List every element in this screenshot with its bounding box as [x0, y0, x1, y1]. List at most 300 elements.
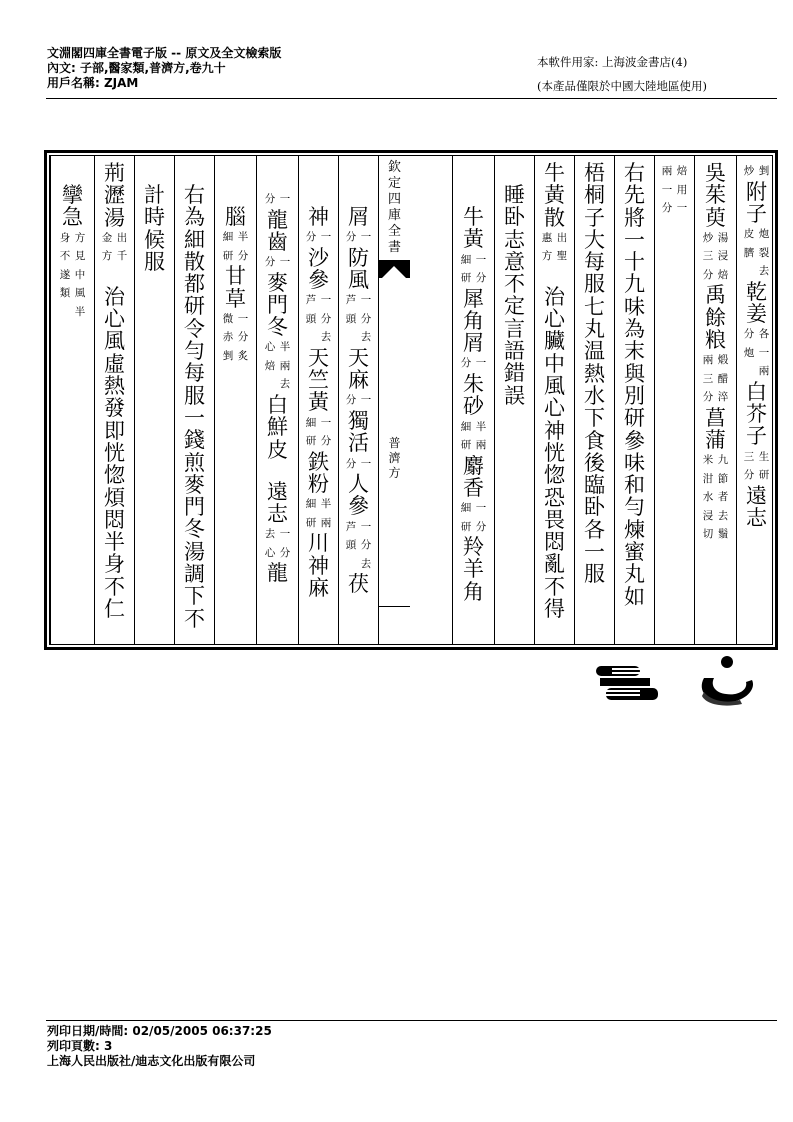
annotation-char: 頭: [305, 312, 317, 325]
main-text-char: 一: [624, 227, 645, 252]
main-text-char: 鮮: [267, 415, 288, 440]
column-content: [339, 156, 378, 595]
main-text-char: 先: [624, 183, 645, 208]
main-text-char: 細: [184, 227, 205, 252]
main-text-char: 冬: [184, 517, 205, 542]
fold-section-title: [379, 436, 410, 481]
main-text-char: 沙: [308, 245, 329, 270]
annotation-char: 一: [475, 502, 487, 515]
annotation-char: 遂: [59, 268, 71, 281]
annotation-char: 風: [74, 287, 86, 300]
text-column: [338, 156, 378, 644]
main-text-char: 即: [104, 418, 125, 443]
annotation-line: [360, 228, 373, 247]
annotation-char: 三: [702, 250, 714, 263]
annotation-char: 去: [360, 557, 372, 570]
main-text-char: 麻: [308, 575, 329, 600]
annotation-note: [460, 499, 488, 536]
annotation-line: [758, 325, 771, 381]
header-content-path: 內文: 子部,醫家類,普濟方,卷九十: [47, 61, 226, 75]
annotation-line: [475, 251, 488, 288]
main-text-char: 下: [184, 584, 205, 609]
main-text-char: 悶: [104, 507, 125, 532]
column-content: [575, 156, 614, 586]
header-right: [537, 50, 707, 98]
annotation-note: [702, 229, 730, 285]
main-text-char: 犀: [463, 286, 484, 311]
annotation-char: 一: [360, 294, 372, 307]
main-text-char: 不: [504, 272, 525, 297]
fold-section-char: 濟: [388, 451, 401, 465]
column-content: [453, 156, 494, 603]
main-text-char: 龍: [267, 561, 288, 586]
annotation-char: 不: [59, 250, 71, 263]
column-content: [695, 156, 736, 544]
main-text-char: 白: [267, 392, 288, 417]
main-text-char: 黃: [463, 227, 484, 252]
annotation-note: [460, 354, 488, 373]
annotation-note: [661, 162, 689, 218]
annotation-line: [743, 325, 756, 381]
annotation-char: [59, 303, 72, 322]
main-text-char: 麥: [184, 472, 205, 497]
annotation-line: [264, 525, 277, 562]
column-content: [51, 156, 94, 321]
annotation-char: 出: [116, 231, 128, 244]
annotation-char: 分: [475, 272, 487, 285]
annotation-line: [702, 229, 715, 285]
annotation-note: [743, 325, 771, 381]
fold-title-char: 欽: [387, 160, 401, 175]
annotation-line: [222, 228, 235, 265]
annotation-note: [345, 291, 373, 347]
annotation-char: 醋: [717, 372, 729, 385]
main-text-char: 活: [348, 431, 369, 456]
annotation-line: [345, 455, 358, 474]
annotation-char: 赤: [222, 331, 234, 344]
annotation-char: 炒: [702, 231, 714, 244]
annotation-char: [743, 362, 756, 381]
main-text-char: 煎: [184, 450, 205, 475]
main-text-char: 茯: [348, 572, 369, 597]
annotation-note: [743, 225, 771, 281]
text-column: [494, 156, 534, 644]
annotation-char: 焙: [676, 165, 688, 177]
main-text-char: 朱: [463, 371, 484, 396]
main-text-char: 蒲: [705, 428, 726, 453]
annotation-char: 一: [360, 520, 372, 533]
annotation-char: 心: [264, 341, 276, 354]
main-text-char: 附: [746, 179, 767, 204]
main-text-char: 瀝: [104, 183, 125, 208]
main-text-char: 候: [144, 227, 165, 252]
annotation-char: 焙: [717, 268, 729, 281]
fold-divider: [379, 606, 410, 607]
annotation-char: 頭: [345, 312, 357, 325]
annotation-line: [279, 525, 292, 562]
text-column: [614, 156, 654, 644]
annotation-char: 一: [279, 528, 291, 541]
annotation-char: 一: [758, 346, 770, 359]
annotation-char: 去: [279, 378, 291, 391]
annotation-line: [475, 418, 488, 455]
annotation-char: 方: [541, 250, 553, 263]
annotation-char: 淬: [717, 391, 729, 404]
main-text-char: 羚: [463, 535, 484, 560]
annotation-char: 分: [305, 231, 317, 244]
main-text-char: 半: [104, 530, 125, 555]
annotation-note: [59, 229, 87, 322]
main-text-char: 語: [504, 339, 525, 364]
main-text-char: 牛: [544, 161, 565, 185]
annotation-line: [702, 351, 715, 407]
main-text-char: 白: [746, 379, 767, 404]
annotation-line: [74, 229, 87, 322]
annotation-char: 鬚: [717, 528, 729, 541]
annotation-char: 米: [702, 454, 714, 467]
text-column: [50, 156, 94, 644]
column-content: [95, 156, 134, 620]
annotation-char: 去: [264, 528, 276, 541]
annotation-char: 湯: [717, 231, 729, 244]
main-text-char: 砂: [463, 394, 484, 419]
column-content: [495, 156, 534, 407]
column-content: [535, 156, 574, 620]
annotation-char: 泔: [702, 472, 714, 485]
annotation-char: 心: [264, 546, 276, 559]
annotation-line: [320, 291, 333, 347]
annotation-char: 剉: [222, 349, 234, 362]
annotation-line: [475, 354, 488, 373]
annotation-note: [222, 228, 250, 265]
main-text-char: 志: [267, 502, 288, 527]
annotation-char: 焙: [264, 359, 276, 372]
annotation-line: [717, 351, 730, 407]
footer-divider: [46, 1020, 777, 1021]
annotation-note: [702, 451, 730, 544]
annotation-char: 一: [475, 357, 487, 370]
annotation-note: [460, 251, 488, 288]
main-text-char: 得: [544, 597, 565, 622]
annotation-note: [264, 525, 292, 562]
annotation-char: 去: [320, 331, 332, 344]
main-text-char: 冬: [267, 315, 288, 340]
main-text-char: 亂: [544, 552, 565, 577]
region-notice: (本產品僅限於中國大陸地區使用): [537, 79, 707, 93]
annotation-note: [345, 391, 373, 410]
annotation-note: [305, 495, 333, 532]
annotation-char: 一: [320, 416, 332, 429]
annotation-char: 用: [676, 183, 688, 196]
text-column: [94, 156, 134, 644]
main-text-char: 荊: [104, 161, 125, 185]
annotation-char: 炙: [237, 349, 249, 362]
main-text-char: 誤: [504, 383, 525, 408]
annotation-char: 兩: [758, 365, 770, 378]
text-column: [534, 156, 574, 644]
text-column: [736, 156, 776, 644]
main-text-char: 臟: [544, 329, 565, 354]
main-text-char: 茱: [705, 183, 726, 208]
annotation-note: [101, 229, 129, 266]
main-text-char: 為: [184, 205, 205, 230]
annotation-line: [116, 229, 129, 266]
column-content: [655, 156, 694, 218]
annotation-char: 分: [264, 256, 276, 269]
annotation-char: 細: [222, 231, 234, 244]
annotation-char: 分: [360, 539, 372, 552]
swirl-emblem-icon: [702, 656, 753, 706]
annotation-char: 兩: [661, 165, 673, 177]
main-text-char: 惚: [544, 463, 565, 488]
main-text-char: 甘: [225, 264, 246, 289]
annotation-char: 芦: [305, 294, 317, 307]
annotation-char: 剉: [758, 165, 770, 177]
main-text-char: 粉: [308, 472, 329, 497]
main-text-char: 麥: [267, 270, 288, 295]
annotation-line: [556, 229, 569, 266]
annotation-char: 分: [743, 328, 755, 341]
main-text-char: 參: [348, 494, 369, 519]
text-column: [452, 156, 494, 644]
main-text-char: 獨: [348, 408, 369, 433]
annotation-char: 細: [460, 420, 472, 433]
column-content: [299, 156, 338, 599]
main-text-char: 定: [504, 294, 525, 319]
fold-title-char: 定: [387, 176, 401, 191]
main-text-char: 餘: [705, 305, 726, 330]
main-text-char: 勻: [184, 339, 205, 364]
annotation-char: 分: [320, 435, 332, 448]
annotation-line: [320, 495, 333, 532]
annotation-note: [222, 310, 250, 366]
header-divider: [46, 98, 777, 99]
main-text-char: 門: [267, 292, 288, 317]
annotation-char: 類: [59, 287, 71, 300]
annotation-char: 炒: [743, 165, 755, 177]
main-text-char: 散: [184, 249, 205, 274]
main-text-char: 不: [104, 574, 125, 599]
main-text-char: 神: [308, 553, 329, 578]
main-text-char: 香: [463, 475, 484, 500]
annotation-note: [264, 190, 292, 209]
main-text-char: 畏: [544, 507, 565, 532]
annotation-char: 去: [717, 509, 729, 522]
main-text-char: 芥: [746, 401, 767, 426]
annotation-char: 出: [556, 231, 568, 244]
main-text-char: 研: [624, 406, 645, 431]
fold-book-title: [379, 160, 410, 256]
annotation-char: 一: [320, 231, 332, 244]
annotation-line: [345, 228, 358, 247]
annotation-char: 分: [345, 394, 357, 407]
main-text-char: 禹: [705, 283, 726, 308]
annotation-note: [345, 228, 373, 247]
annotation-char: 方: [74, 231, 86, 244]
main-text-char: 與: [624, 361, 645, 386]
annotation-line: [758, 225, 771, 281]
annotation-line: [460, 354, 473, 373]
main-text-char: 恐: [544, 485, 565, 510]
annotation-line: [676, 162, 689, 218]
main-text-char: 遠: [267, 479, 288, 504]
center-fold: [378, 156, 410, 644]
annotation-char: 研: [222, 249, 234, 262]
main-text-char: 子: [746, 424, 767, 449]
main-text-char: 煉: [624, 517, 645, 542]
main-text-char: 齒: [267, 229, 288, 254]
main-text-char: 中: [544, 351, 565, 376]
main-text-char: 調: [184, 562, 205, 587]
column-content: [257, 156, 298, 585]
annotation-char: 半: [74, 305, 86, 318]
annotation-line: [758, 162, 771, 181]
main-text-char: 腦: [225, 205, 246, 229]
main-text-char: 令: [184, 316, 205, 341]
main-text-char: 如: [624, 584, 645, 609]
annotation-line: [279, 338, 292, 394]
annotation-char: 各: [758, 328, 770, 341]
annotation-char: 炮: [743, 346, 755, 359]
main-text-char: 悶: [544, 530, 565, 555]
main-text-char: 後: [584, 450, 605, 475]
text-column: [214, 156, 256, 644]
annotation-line: [460, 499, 473, 536]
annotation-line: [661, 162, 674, 218]
main-text-char: 羊: [463, 557, 484, 582]
annotation-char: 兩: [702, 354, 714, 367]
annotation-note: [305, 414, 333, 451]
annotation-char: 芦: [345, 294, 357, 307]
annotation-char: 細: [305, 416, 317, 429]
annotation-char: 浸: [717, 250, 729, 263]
header-left: [47, 46, 281, 91]
annotation-line: [222, 310, 235, 366]
annotation-char: 分: [702, 268, 714, 281]
main-text-char: 風: [544, 374, 565, 399]
main-text-char: 黃: [308, 390, 329, 415]
annotation-line: [305, 414, 318, 451]
main-text-char: 大: [584, 227, 605, 252]
annotation-line: [360, 391, 373, 410]
header-title: 文淵閣四庫全書電子版 -- 原文及全文檢索版: [47, 46, 282, 60]
main-text-char: 子: [746, 201, 767, 226]
annotation-line: [758, 448, 771, 485]
main-text-char: 和: [624, 473, 645, 498]
main-text-char: 參: [308, 268, 329, 293]
annotation-line: [345, 391, 358, 410]
annotation-char: 分: [264, 193, 276, 205]
annotation-char: [264, 375, 277, 394]
main-text-char: 恍: [544, 440, 565, 465]
annotation-char: 分: [345, 231, 357, 244]
annotation-char: 一: [320, 294, 332, 307]
annotation-char: 研: [460, 272, 472, 285]
annotation-char: 一: [475, 253, 487, 266]
fold-title-char: 庫: [387, 208, 401, 223]
annotation-char: 研: [460, 520, 472, 533]
annotation-char: 臍: [743, 246, 755, 259]
main-text-char: 右: [624, 161, 645, 185]
main-text-char: 治: [544, 284, 565, 309]
main-text-char: 粮: [705, 327, 726, 352]
main-text-char: 屑: [348, 205, 369, 229]
fold-title-char: 四: [387, 192, 401, 207]
licensee: 本軟件用家: 上海波金書店(4): [537, 55, 688, 69]
main-text-char: 黃: [544, 183, 565, 208]
main-text-char: 龍: [267, 207, 288, 232]
annotation-line: [305, 228, 318, 247]
main-text-char: 桐: [584, 183, 605, 208]
annotation-line: [264, 190, 277, 209]
main-text-char: 虛: [104, 351, 125, 376]
annotation-line: [360, 455, 373, 474]
main-text-char: 研: [184, 294, 205, 319]
main-text-char: 參: [624, 428, 645, 453]
main-text-char: 意: [504, 249, 525, 274]
main-text-char: 吳: [705, 161, 726, 185]
annotation-char: 兩: [475, 439, 487, 452]
main-text-char: 服: [584, 272, 605, 297]
annotation-char: 聖: [556, 250, 568, 263]
main-text-char: 麻: [348, 368, 369, 393]
main-text-char: 仁: [104, 597, 125, 622]
annotation-char: 細: [460, 253, 472, 266]
main-text-char: 不: [184, 606, 205, 631]
annotation-line: [460, 418, 473, 455]
annotation-char: 惠: [541, 231, 553, 244]
column-content: [737, 156, 776, 529]
main-text-char: 梧: [584, 161, 605, 185]
text-column: [694, 156, 736, 644]
annotation-char: 分: [237, 249, 249, 262]
annotation-char: 半: [475, 420, 487, 433]
annotation-char: 分: [279, 546, 291, 559]
annotation-char: 分: [345, 457, 357, 470]
main-text-char: 乾: [746, 279, 767, 304]
main-text-char: 七: [584, 294, 605, 319]
annotation-char: 裂: [758, 246, 770, 259]
main-text-char: 丸: [584, 317, 605, 342]
main-text-char: 姜: [746, 301, 767, 326]
annotation-char: 研: [460, 439, 472, 452]
annotation-note: [264, 253, 292, 272]
main-text-char: 志: [504, 227, 525, 252]
annotation-line: [702, 451, 715, 544]
annotation-line: [541, 229, 554, 266]
main-text-char: 草: [225, 286, 246, 311]
main-text-char: 服: [584, 562, 605, 587]
text-column: [574, 156, 614, 644]
main-text-char: 每: [584, 250, 605, 275]
main-text-char: 恍: [104, 440, 125, 465]
main-text-char: 人: [348, 472, 369, 497]
main-text-char: 門: [184, 495, 205, 520]
annotation-line: [360, 291, 373, 347]
annotation-note: [305, 291, 333, 347]
publisher-logo-icon: [592, 652, 762, 712]
annotation-char: 微: [222, 312, 234, 325]
annotation-line: [743, 225, 756, 281]
annotation-char: 分: [702, 391, 714, 404]
annotation-char: 一: [661, 183, 673, 196]
main-text-char: 臨: [584, 473, 605, 498]
main-text-char: 心: [104, 307, 125, 332]
main-text-char: 各: [584, 517, 605, 542]
annotation-char: 研: [305, 516, 317, 529]
annotation-char: 頭: [345, 539, 357, 552]
main-text-char: 散: [544, 205, 565, 230]
